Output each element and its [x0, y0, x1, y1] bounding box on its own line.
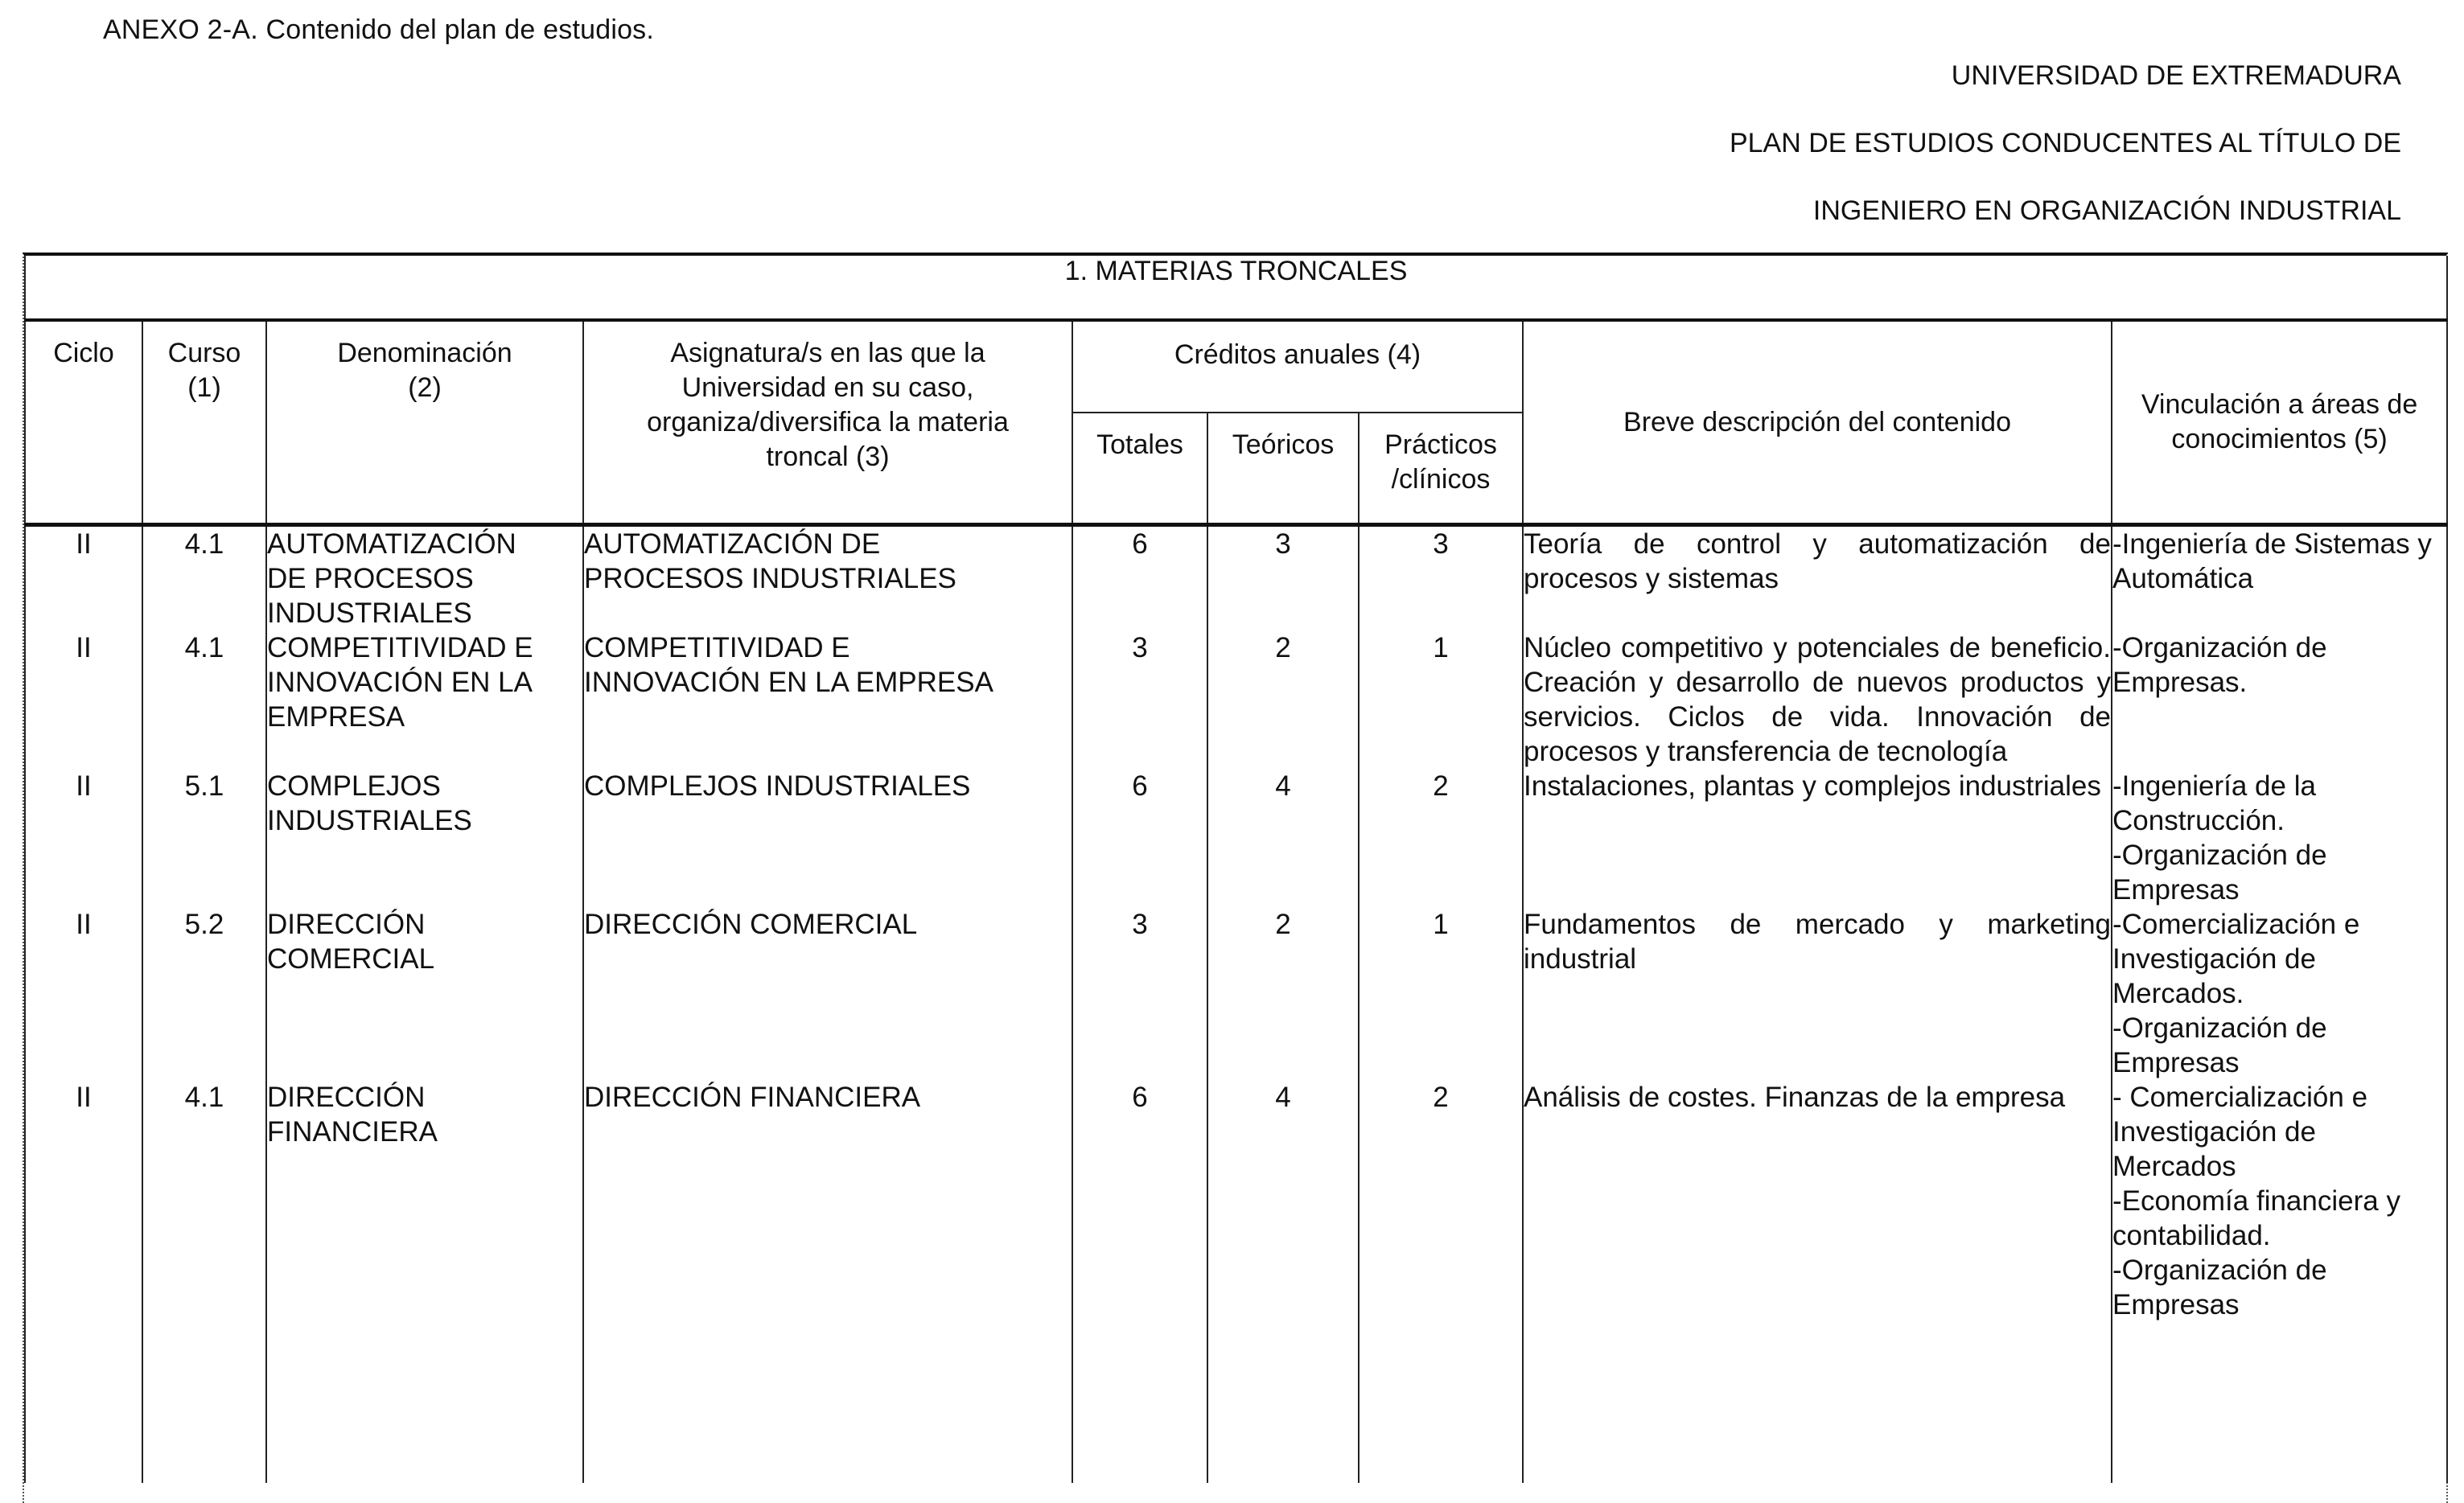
cell-line: FINANCIERA [267, 1116, 438, 1148]
cell-asignatura [583, 525, 1072, 631]
cell-line: DIRECCIÓN [267, 909, 426, 940]
degree-title: INGENIERO EN ORGANIZACIÓN INDUSTRIAL [1812, 195, 2401, 226]
cell-ciclo: II [25, 907, 142, 1080]
filler-cell [1072, 1322, 1207, 1483]
university-name: UNIVERSIDAD DE EXTREMADURA [1951, 60, 2401, 91]
header-line: (1) [187, 372, 221, 403]
cell-line: COMERCIAL [267, 943, 435, 975]
cell-line: -Organización de Empresas [2112, 840, 2327, 905]
filler-cell [1359, 1322, 1523, 1483]
cell-denominacion [266, 525, 583, 631]
cell-asignatura [583, 630, 1072, 769]
filler-cell [1207, 1322, 1359, 1483]
header-asignatura [583, 320, 1072, 525]
cell-line: INDUSTRIALES [267, 598, 472, 629]
cell-line: INDUSTRIALES [267, 805, 472, 836]
header-line: Prácticos [1384, 429, 1497, 460]
cell-ciclo: II [25, 525, 142, 631]
table-row [25, 907, 2447, 1080]
header-ciclo: Ciclo [25, 320, 142, 525]
filler-cell [1523, 1322, 2112, 1483]
cell-areas [2112, 769, 2447, 907]
header-descripcion: Breve descripción del contenido [1523, 320, 2112, 525]
plan-sheet [23, 253, 2448, 1503]
table-row [25, 525, 2447, 631]
annex-label: ANEXO 2-A. Contenido del plan de estudios. [103, 14, 655, 45]
header-line: Asignatura/s en las que la [670, 338, 985, 368]
cell-line: -Comercialización e Investigación de Mercados. [2112, 909, 2360, 1009]
cell-asignatura [583, 769, 1072, 907]
cell-totales: 6 [1072, 769, 1207, 907]
cell-descripcion: Análisis de costes. Finanzas de la empresa [1523, 1080, 2112, 1322]
header-line: (2) [408, 372, 442, 403]
filler-cell [2112, 1322, 2447, 1483]
header-line: Universidad en su caso, [681, 372, 974, 403]
header-line: organiza/diversifica la materia [647, 407, 1009, 437]
filler-cell [583, 1322, 1072, 1483]
cell-curso: 4.1 [142, 630, 266, 769]
cell-descripcion: Núcleo competitivo y potenciales de beneficio. Creación y desarrollo de nuevos productos y servicios. Ciclos de vida. Innovación de procesos y transferencia de tecnología [1524, 632, 2111, 767]
cell-areas [2112, 630, 2447, 769]
header-vinculacion [2112, 320, 2447, 525]
table-row [25, 1080, 2447, 1322]
cell-teoricos: 4 [1207, 769, 1359, 907]
cell-descripcion: Instalaciones, plantas y complejos industriales [1523, 769, 2112, 907]
cell-denominacion [266, 907, 583, 1080]
cell-line: DIRECCIÓN [267, 1082, 426, 1113]
header-line: Vinculación a áreas de [2141, 389, 2418, 420]
header-line: conocimientos (5) [2171, 424, 2388, 454]
cell-curso: 4.1 [142, 525, 266, 631]
header-totales: Totales [1072, 413, 1207, 525]
cell-line: -Ingeniería de Sistemas y Automática [2112, 528, 2432, 594]
cell-descripcion: Teoría de control y automatización de procesos y sistemas [1523, 525, 2112, 631]
cell-areas [2112, 1080, 2447, 1322]
header-line: /clínicos [1391, 464, 1491, 495]
cell-denominacion [266, 630, 583, 769]
cell-line: EMPRESA [267, 701, 405, 733]
cell-line: -Ingeniería de la Construcción. [2112, 770, 2316, 836]
header-denominacion [266, 320, 583, 525]
cell-line: DE PROCESOS [267, 563, 474, 594]
cell-practicos: 3 [1359, 525, 1523, 631]
cell-totales: 6 [1072, 1080, 1207, 1322]
cell-teoricos: 4 [1207, 1080, 1359, 1322]
cell-teoricos: 3 [1207, 525, 1359, 631]
cell-totales: 6 [1072, 525, 1207, 631]
cell-line: INNOVACIÓN EN LA EMPRESA [584, 667, 993, 698]
table-body [25, 525, 2447, 1484]
table-title: 1. MATERIAS TRONCALES [25, 256, 2447, 320]
cell-line: PROCESOS INDUSTRIALES [584, 563, 956, 594]
cell-line: COMPETITIVIDAD E [584, 632, 850, 663]
header-creditos: Créditos anuales (4) [1072, 320, 1523, 413]
header-practicos [1359, 413, 1523, 525]
cell-ciclo: II [25, 769, 142, 907]
cell-curso: 5.1 [142, 769, 266, 907]
cell-teoricos: 2 [1207, 907, 1359, 1080]
cell-line: -Organización de Empresas. [2112, 632, 2327, 698]
cell-line: AUTOMATIZACIÓN [267, 528, 516, 560]
cell-line: COMPLEJOS INDUSTRIALES [584, 770, 971, 802]
cell-areas [2112, 525, 2447, 631]
cell-line: AUTOMATIZACIÓN DE [584, 528, 881, 560]
cell-ciclo: II [25, 630, 142, 769]
cell-ciclo: II [25, 1080, 142, 1322]
cell-asignatura [583, 907, 1072, 1080]
cell-practicos: 2 [1359, 1080, 1523, 1322]
plan-line: PLAN DE ESTUDIOS CONDUCENTES AL TÍTULO DE [1729, 128, 2401, 158]
header-line: troncal (3) [766, 441, 890, 472]
cell-asignatura [583, 1080, 1072, 1322]
filler-cell [142, 1322, 266, 1483]
materias-table [24, 256, 2448, 1483]
header-teoricos: Teóricos [1207, 413, 1359, 525]
header-line: Denominación [337, 338, 512, 368]
cell-line: DIRECCIÓN COMERCIAL [584, 909, 918, 940]
cell-line: DIRECCIÓN FINANCIERA [584, 1082, 921, 1113]
header-line: Curso [167, 338, 241, 368]
cell-line: -Organización de Empresas [2112, 1012, 2327, 1078]
cell-practicos: 1 [1359, 907, 1523, 1080]
cell-areas [2112, 907, 2447, 1080]
document-header [1730, 42, 2401, 244]
table-row [25, 630, 2447, 769]
header-curso [142, 320, 266, 525]
cell-curso: 4.1 [142, 1080, 266, 1322]
cell-denominacion [266, 1080, 583, 1322]
cell-denominacion [266, 769, 583, 907]
cell-totales: 3 [1072, 907, 1207, 1080]
filler-row [25, 1322, 2447, 1483]
cell-teoricos: 2 [1207, 630, 1359, 769]
cell-line: INNOVACIÓN EN LA [267, 667, 533, 698]
filler-cell [25, 1322, 142, 1483]
cell-line: COMPLEJOS [267, 770, 441, 802]
cell-practicos: 2 [1359, 769, 1523, 907]
table-row [25, 769, 2447, 907]
cell-line: - Comercialización e Investigación de Mercados [2112, 1082, 2368, 1182]
cell-totales: 3 [1072, 630, 1207, 769]
cell-descripcion: Fundamentos de mercado y marketing industrial [1523, 907, 2112, 1080]
cell-curso: 5.2 [142, 907, 266, 1080]
filler-cell [266, 1322, 583, 1483]
cell-line: -Economía financiera y contabilidad. [2112, 1185, 2400, 1251]
cell-practicos: 1 [1359, 630, 1523, 769]
cell-line: COMPETITIVIDAD E [267, 632, 533, 663]
cell-line: -Organización de Empresas [2112, 1255, 2327, 1320]
